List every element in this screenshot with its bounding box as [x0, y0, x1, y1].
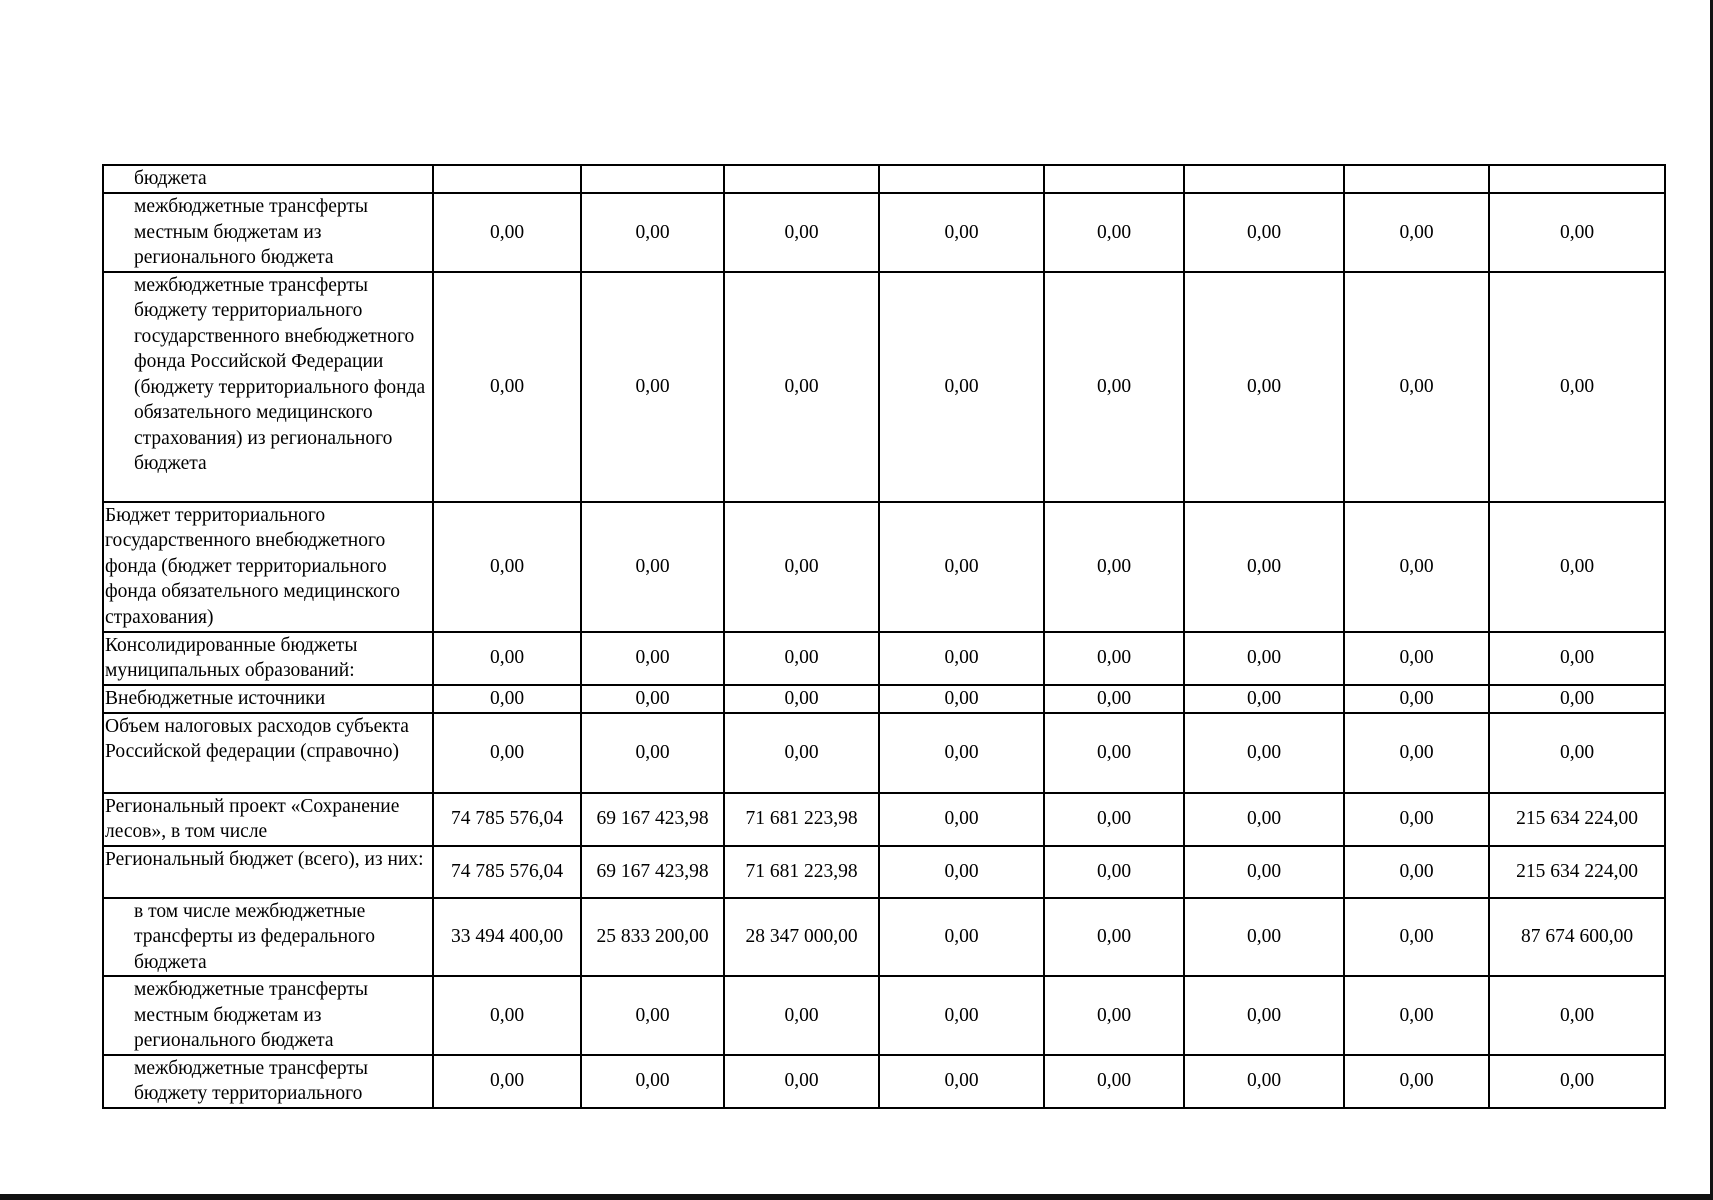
value-cell — [724, 165, 879, 193]
value-cell — [581, 165, 724, 193]
value-cell: 0,00 — [433, 976, 581, 1055]
value-cell: 0,00 — [1344, 272, 1489, 502]
value-cell: 0,00 — [1184, 793, 1344, 846]
row-label: Объем налоговых расходов субъекта Российской федерации (справочно) — [103, 713, 433, 793]
value-cell: 0,00 — [581, 713, 724, 793]
row-label: Внебюджетные источники — [103, 685, 433, 713]
value-cell: 0,00 — [1184, 502, 1344, 632]
value-cell — [1489, 165, 1665, 193]
value-cell: 0,00 — [879, 846, 1044, 898]
value-cell: 0,00 — [1489, 685, 1665, 713]
row-label: Бюджет территориального государственного внебюджетного фонда (бюджет территориального фонда обязательного медицинского страхования) — [103, 502, 433, 632]
value-cell: 71 681 223,98 — [724, 846, 879, 898]
value-cell: 0,00 — [1184, 272, 1344, 502]
value-cell: 0,00 — [1344, 193, 1489, 272]
value-cell: 0,00 — [879, 685, 1044, 713]
value-cell: 0,00 — [1344, 846, 1489, 898]
value-cell: 0,00 — [1344, 713, 1489, 793]
value-cell: 0,00 — [433, 632, 581, 685]
value-cell: 0,00 — [1044, 685, 1184, 713]
row-label: Региональный проект «Сохранение лесов», в том числе — [103, 793, 433, 846]
table-row — [103, 1055, 1665, 1108]
value-cell: 0,00 — [1184, 713, 1344, 793]
value-cell: 0,00 — [433, 1055, 581, 1108]
table-row — [103, 713, 1665, 793]
value-cell: 0,00 — [879, 713, 1044, 793]
value-cell: 0,00 — [1044, 898, 1184, 977]
value-cell: 0,00 — [581, 632, 724, 685]
value-cell: 0,00 — [581, 976, 724, 1055]
value-cell: 0,00 — [433, 685, 581, 713]
value-cell: 0,00 — [581, 193, 724, 272]
value-cell: 0,00 — [724, 713, 879, 793]
value-cell: 0,00 — [879, 193, 1044, 272]
value-cell: 69 167 423,98 — [581, 846, 724, 898]
value-cell: 0,00 — [1489, 976, 1665, 1055]
table-row — [103, 272, 1665, 502]
value-cell: 0,00 — [724, 272, 879, 502]
value-cell — [1044, 165, 1184, 193]
row-label: бюджета — [103, 165, 433, 193]
value-cell: 87 674 600,00 — [1489, 898, 1665, 977]
value-cell: 0,00 — [1344, 898, 1489, 977]
value-cell: 69 167 423,98 — [581, 793, 724, 846]
value-cell: 0,00 — [879, 632, 1044, 685]
value-cell: 0,00 — [1184, 898, 1344, 977]
row-label: межбюджетные трансферты местным бюджетам из регионального бюджета — [103, 976, 433, 1055]
value-cell: 215 634 224,00 — [1489, 846, 1665, 898]
value-cell: 0,00 — [1344, 685, 1489, 713]
value-cell: 0,00 — [1184, 976, 1344, 1055]
value-cell: 0,00 — [1184, 193, 1344, 272]
value-cell — [433, 165, 581, 193]
row-label: межбюджетные трансферты местным бюджетам из регионального бюджета — [103, 193, 433, 272]
value-cell: 0,00 — [581, 685, 724, 713]
value-cell: 0,00 — [1489, 193, 1665, 272]
value-cell — [1184, 165, 1344, 193]
value-cell: 0,00 — [1044, 793, 1184, 846]
value-cell: 0,00 — [724, 502, 879, 632]
value-cell: 0,00 — [1344, 632, 1489, 685]
value-cell: 0,00 — [724, 685, 879, 713]
value-cell: 0,00 — [1044, 272, 1184, 502]
value-cell: 0,00 — [879, 1055, 1044, 1108]
row-label: Региональный бюджет (всего), из них: — [103, 846, 433, 898]
value-cell: 0,00 — [1044, 846, 1184, 898]
row-label: Консолидированные бюджеты муниципальных образований: — [103, 632, 433, 685]
value-cell: 0,00 — [433, 713, 581, 793]
value-cell: 0,00 — [433, 502, 581, 632]
value-cell: 0,00 — [879, 898, 1044, 977]
table-row — [103, 846, 1665, 898]
table-row — [103, 685, 1665, 713]
table-row — [103, 793, 1665, 846]
row-label: в том числе межбюджетные трансферты из федерального бюджета — [103, 898, 433, 977]
value-cell: 0,00 — [879, 502, 1044, 632]
value-cell: 33 494 400,00 — [433, 898, 581, 977]
value-cell: 0,00 — [581, 272, 724, 502]
value-cell: 74 785 576,04 — [433, 846, 581, 898]
value-cell: 0,00 — [433, 272, 581, 502]
table-row — [103, 632, 1665, 685]
value-cell: 0,00 — [1044, 502, 1184, 632]
value-cell: 0,00 — [1044, 632, 1184, 685]
value-cell: 0,00 — [724, 632, 879, 685]
value-cell: 0,00 — [724, 976, 879, 1055]
value-cell: 0,00 — [1184, 685, 1344, 713]
value-cell: 0,00 — [724, 193, 879, 272]
budget-table — [102, 164, 1666, 1109]
value-cell — [1344, 165, 1489, 193]
value-cell: 0,00 — [581, 1055, 724, 1108]
table-row — [103, 165, 1665, 193]
value-cell: 0,00 — [1044, 976, 1184, 1055]
value-cell: 0,00 — [879, 976, 1044, 1055]
row-label: межбюджетные трансферты бюджету территориального — [103, 1055, 433, 1108]
value-cell: 0,00 — [1489, 713, 1665, 793]
value-cell: 0,00 — [879, 793, 1044, 846]
value-cell: 0,00 — [1489, 272, 1665, 502]
value-cell — [879, 165, 1044, 193]
table-row — [103, 898, 1665, 977]
value-cell: 0,00 — [1044, 1055, 1184, 1108]
scan-bottom-band — [0, 1194, 1713, 1200]
value-cell: 74 785 576,04 — [433, 793, 581, 846]
value-cell: 0,00 — [1489, 632, 1665, 685]
value-cell: 0,00 — [1184, 1055, 1344, 1108]
value-cell: 25 833 200,00 — [581, 898, 724, 977]
table-row — [103, 502, 1665, 632]
value-cell: 0,00 — [1344, 502, 1489, 632]
value-cell: 71 681 223,98 — [724, 793, 879, 846]
value-cell: 215 634 224,00 — [1489, 793, 1665, 846]
table-body — [103, 165, 1665, 1108]
value-cell: 0,00 — [1489, 502, 1665, 632]
value-cell: 0,00 — [1044, 193, 1184, 272]
value-cell: 0,00 — [1344, 1055, 1489, 1108]
value-cell: 0,00 — [433, 193, 581, 272]
value-cell: 0,00 — [1184, 632, 1344, 685]
value-cell: 0,00 — [879, 272, 1044, 502]
value-cell: 28 347 000,00 — [724, 898, 879, 977]
value-cell: 0,00 — [581, 502, 724, 632]
value-cell: 0,00 — [1344, 976, 1489, 1055]
value-cell: 0,00 — [724, 1055, 879, 1108]
value-cell: 0,00 — [1344, 793, 1489, 846]
value-cell: 0,00 — [1489, 1055, 1665, 1108]
table-row — [103, 976, 1665, 1055]
value-cell: 0,00 — [1044, 713, 1184, 793]
table-row — [103, 193, 1665, 272]
value-cell: 0,00 — [1184, 846, 1344, 898]
row-label: межбюджетные трансферты бюджету территориального государственного внебюджетного фонда Российской Федерации (бюджету территориального фонда обязательного медицинского страхования) из регионального бюджета — [103, 272, 433, 502]
